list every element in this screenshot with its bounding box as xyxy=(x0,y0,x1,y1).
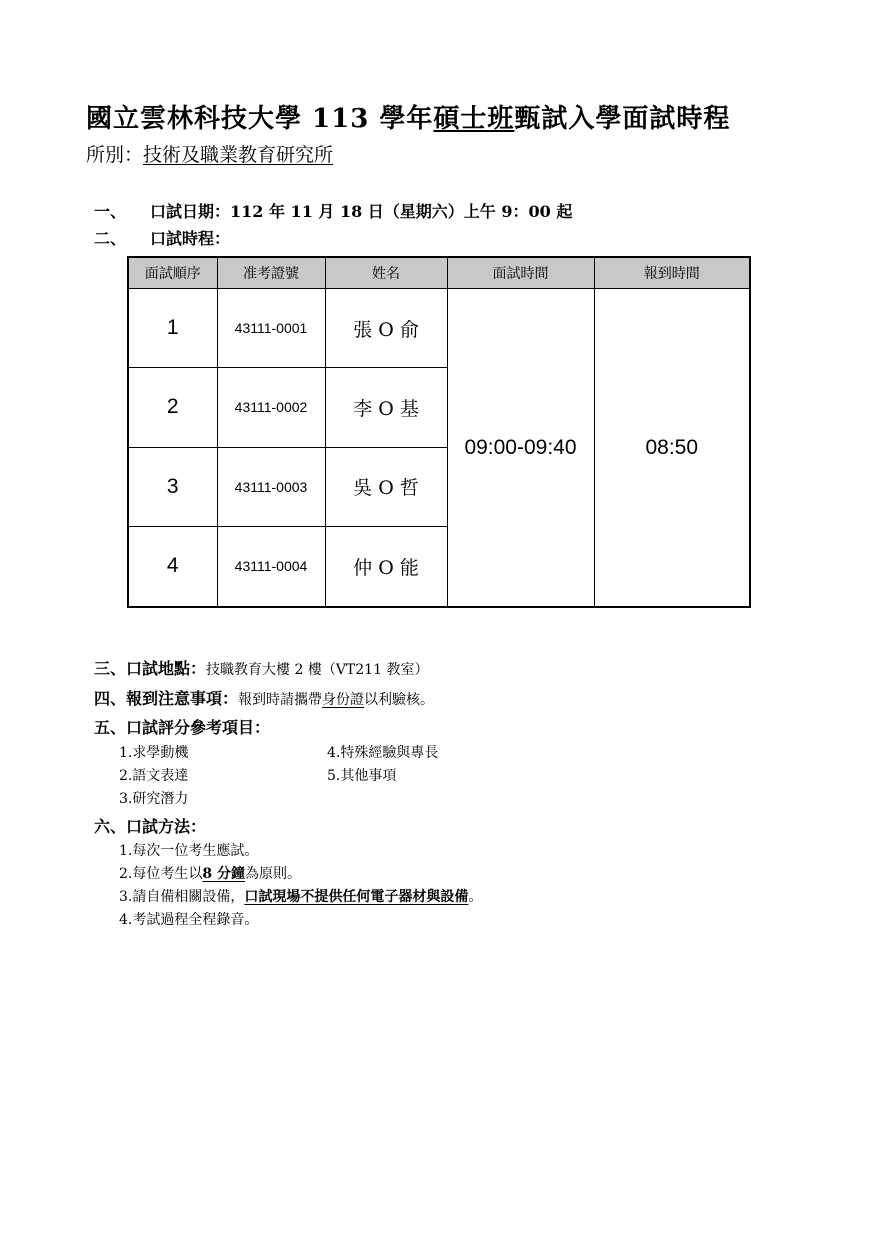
method-item-3-a: 3.請自備相關設備， xyxy=(119,889,245,905)
order-cell: 1 xyxy=(128,289,217,368)
section-method-label: 六、口試方法： xyxy=(94,817,207,836)
method-item-3-c: 。 xyxy=(468,889,483,905)
section-schedule xyxy=(94,226,230,249)
schedule-table xyxy=(127,256,751,608)
header-admission: 准考證號 xyxy=(217,257,325,289)
criteria-item: 3.研究潛力 xyxy=(119,791,189,807)
name-cell: 張 O 俞 xyxy=(325,289,447,368)
checkin-time-cell: 08:50 xyxy=(594,289,750,608)
section-date-number: 一、 xyxy=(94,202,127,221)
header-checkin-time: 報到時間 xyxy=(594,257,750,289)
department-line xyxy=(86,140,333,167)
method-item-2-a: 2.每位考生以 xyxy=(119,866,203,882)
name-cell: 仲 O 能 xyxy=(325,526,447,607)
method-item-2-c: 為原則。 xyxy=(244,866,301,882)
header-interview-time: 面試時間 xyxy=(447,257,594,289)
section-schedule-number: 二、 xyxy=(94,229,127,248)
admission-cell: 43111-0003 xyxy=(217,447,325,526)
order-cell: 3 xyxy=(128,447,217,526)
admission-cell: 43111-0004 xyxy=(217,526,325,607)
section-location xyxy=(94,656,428,679)
title-part-1: 國立雲林科技大學 113 學年 xyxy=(86,104,434,134)
name-cell: 李 O 基 xyxy=(325,368,447,447)
section-notice-label: 四、報到注意事項： xyxy=(94,689,239,708)
header-name: 姓名 xyxy=(325,257,447,289)
admission-cell: 43111-0002 xyxy=(217,368,325,447)
admission-cell: 43111-0001 xyxy=(217,289,325,368)
section-notice-text-a: 報到時請攜帶 xyxy=(238,692,323,708)
method-item: 1.每次一位考生應試。 xyxy=(119,843,259,859)
order-cell: 2 xyxy=(128,368,217,447)
section-notice-id-card: 身份證 xyxy=(322,692,365,708)
criteria-item: 2.語文表達 xyxy=(119,768,189,784)
title-part-3: 甄試入學面試時程 xyxy=(514,104,731,134)
page-title xyxy=(86,98,730,135)
criteria-item: 4.特殊經驗與專長 xyxy=(327,745,439,761)
method-item-3-emphasis: 口試現場不提供任何電子器材與設備 xyxy=(244,889,469,905)
method-item xyxy=(119,863,301,883)
section-date-text: 口試日期：112 年 11 月 18 日（星期六）上午 9：00 起 xyxy=(150,202,573,221)
table-header-row xyxy=(128,257,750,289)
table-row xyxy=(128,289,750,368)
section-schedule-text: 口試時程： xyxy=(150,229,231,248)
method-item xyxy=(119,886,482,906)
name-cell: 吳 O 哲 xyxy=(325,447,447,526)
section-criteria-label: 五、口試評分參考項目： xyxy=(94,718,271,737)
method-item: 4.考試過程全程錄音。 xyxy=(119,912,259,928)
section-notice-text-c: 以利驗核。 xyxy=(364,692,435,708)
section-notice xyxy=(94,686,434,709)
order-cell: 4 xyxy=(128,526,217,607)
section-location-label: 三、口試地點： xyxy=(94,659,207,678)
department-value: 技術及職業教育研究所 xyxy=(143,144,334,166)
section-location-text: 技職教育大樓 2 樓（VT211 教室） xyxy=(206,662,429,678)
interview-time-cell: 09:00-09:40 xyxy=(447,289,594,608)
header-order: 面試順序 xyxy=(128,257,217,289)
criteria-item: 1.求學動機 xyxy=(119,745,189,761)
method-item-2-duration: 8 分鐘 xyxy=(202,866,245,882)
section-date xyxy=(94,199,572,222)
criteria-item: 5.其他事項 xyxy=(327,768,397,784)
department-label: 所別： xyxy=(86,144,144,166)
title-part-2: 碩士班 xyxy=(433,104,515,134)
